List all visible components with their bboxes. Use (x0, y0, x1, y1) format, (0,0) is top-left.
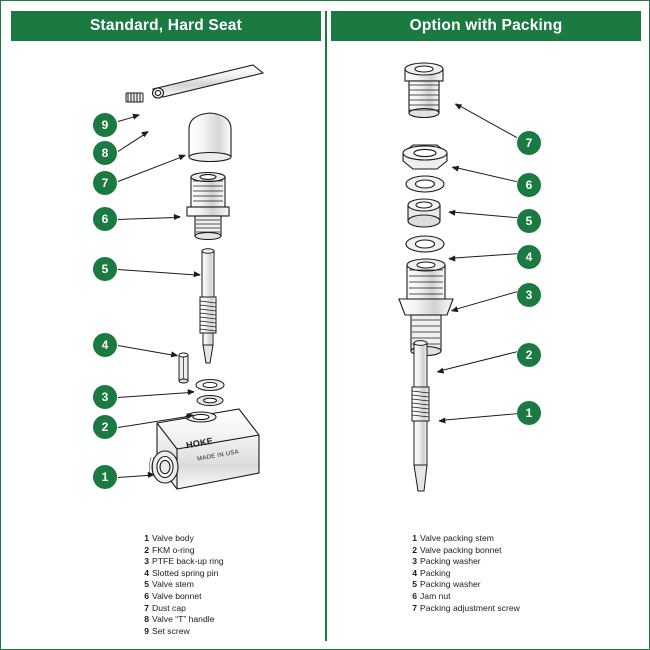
set-screw-part (119, 87, 151, 109)
legend-item (409, 556, 520, 568)
callout-r1[interactable]: 1 (517, 401, 541, 425)
legend-number: 6 (412, 590, 417, 601)
valve-bonnet-part (177, 169, 247, 241)
leader-r6 (453, 166, 518, 182)
legend-item (141, 591, 224, 603)
legend-item (409, 579, 520, 591)
legend-number: 6 (144, 590, 149, 601)
legend-label: Dust cap (152, 602, 186, 613)
legend-number: 2 (144, 544, 149, 555)
legend-item (141, 614, 224, 626)
leader-9 (118, 115, 139, 122)
legend-label: Set screw (152, 625, 190, 636)
ptfe-backup-ring-part (193, 377, 227, 393)
callout-6[interactable]: 6 (93, 207, 117, 231)
valve-body-logo-text: HOKE (185, 435, 214, 451)
legend-label: Valve stem (152, 579, 194, 590)
leader-8 (118, 131, 149, 152)
legend-item (141, 626, 224, 638)
legend-label: Packing adjustment screw (420, 602, 520, 613)
callout-2[interactable]: 2 (93, 415, 117, 439)
callout-9[interactable]: 9 (93, 113, 117, 137)
legend-item (409, 545, 520, 557)
legend-item (141, 533, 224, 545)
legend-label: Slotted spring pin (152, 567, 219, 578)
legend-number: 8 (144, 614, 149, 625)
legend-number: 2 (412, 544, 417, 555)
valve-body-made-in-usa-text: MADE IN USA (196, 449, 240, 463)
callout-r7[interactable]: 7 (517, 131, 541, 155)
legend-number: 5 (144, 579, 149, 590)
legend-label: Valve body (152, 533, 194, 543)
valve-body-part (127, 405, 269, 501)
panel-divider (325, 11, 327, 641)
leader-r7 (455, 103, 517, 138)
legend-label: PTFE back-up ring (152, 556, 224, 567)
legend-number: 4 (144, 567, 149, 578)
legend-label: Jam nut (420, 590, 451, 601)
packing-washer-upper-part (401, 173, 449, 195)
legend-label: Valve packing stem (420, 533, 494, 543)
legend-number: 7 (144, 602, 149, 613)
legend-label: Valve packing bonnet (420, 544, 502, 555)
packing-washer-lower-part (401, 233, 449, 255)
panel-header-standard-hard-seat: Standard, Hard Seat (11, 11, 321, 41)
callout-4[interactable]: 4 (93, 333, 117, 357)
legend-number: 1 (412, 533, 417, 543)
leader-4 (118, 345, 177, 357)
callout-r2[interactable]: 2 (517, 343, 541, 367)
legend-label: Packing washer (420, 579, 481, 590)
legend-item (141, 545, 224, 557)
callout-3[interactable]: 3 (93, 385, 117, 409)
legend-item (141, 556, 224, 568)
legend-label: Packing (420, 567, 451, 578)
legend-item (141, 603, 224, 615)
legend-item (141, 579, 224, 591)
legend-item (409, 591, 520, 603)
legend-number: 1 (144, 533, 149, 543)
legend-standard-hard-seat (141, 533, 224, 637)
legend-option-with-packing (409, 533, 520, 614)
legend-item (409, 603, 520, 615)
legend-label: Packing washer (420, 556, 481, 567)
leader-r4 (449, 253, 517, 259)
legend-number: 5 (412, 579, 417, 590)
legend-item (409, 533, 520, 545)
legend-label: Valve “T” handle (152, 614, 215, 625)
legend-number: 3 (412, 556, 417, 567)
callout-8[interactable]: 8 (93, 141, 117, 165)
legend-number: 3 (144, 556, 149, 567)
packing-part (397, 197, 451, 231)
packing-adjustment-screw-part (393, 59, 455, 121)
leader-7 (118, 155, 186, 182)
callout-r6[interactable]: 6 (517, 173, 541, 197)
callout-r4[interactable]: 4 (517, 245, 541, 269)
legend-item (409, 568, 520, 580)
leader-3 (118, 392, 194, 398)
callout-r3[interactable]: 3 (517, 283, 541, 307)
callout-7[interactable]: 7 (93, 171, 117, 195)
leader-r1 (439, 413, 517, 421)
jam-nut-part (395, 141, 455, 173)
legend-label: FKM o-ring (152, 544, 195, 555)
callout-1[interactable]: 1 (93, 465, 117, 489)
callout-5[interactable]: 5 (93, 257, 117, 281)
legend-number: 9 (144, 625, 149, 636)
leader-6 (118, 217, 180, 220)
panel-header-option-with-packing: Option with Packing (331, 11, 641, 41)
legend-label: Valve bonnet (152, 590, 202, 601)
legend-number: 4 (412, 567, 417, 578)
dust-cap-part (179, 109, 241, 163)
legend-number: 7 (412, 602, 417, 613)
leader-r5 (449, 211, 517, 218)
callout-r5[interactable]: 5 (517, 209, 541, 233)
legend-item (141, 568, 224, 580)
